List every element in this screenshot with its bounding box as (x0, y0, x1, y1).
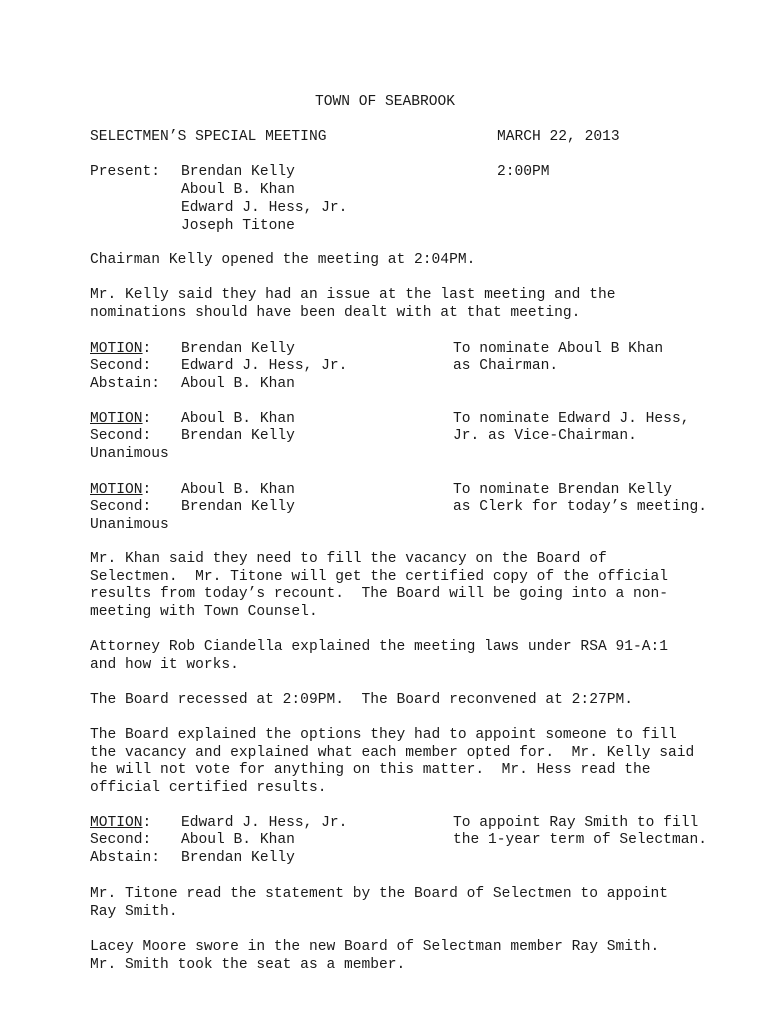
text-line: Mr. Smith took the seat as a member. (90, 956, 406, 973)
text-line: Ray Smith. (90, 903, 178, 920)
motion-by: Edward J. Hess, Jr. (181, 815, 348, 831)
motion-description: Jr. as Vice-Chairman. (453, 428, 637, 444)
text-line: Attorney Rob Ciandella explained the meeting laws under RSA 91-A:1 (90, 639, 669, 655)
text-line: The Board recessed at 2:09PM. The Board reconvened at 2:27PM. (90, 692, 633, 708)
result-label: Unanimous (90, 446, 169, 462)
paragraph-sworn-in (90, 939, 740, 974)
present-member: Aboul B. Khan (181, 182, 295, 198)
second-label: Second: (90, 358, 152, 374)
text-line: nominations should have been dealt with at that meeting. (90, 304, 581, 321)
motion-description: as Chairman. (453, 358, 559, 374)
paragraph-options (90, 727, 740, 797)
text-line: official certified results. (90, 779, 327, 796)
motion-by: Brendan Kelly (181, 341, 295, 357)
text-line: the vacancy and explained what each member opted for. Mr. Kelly said (90, 744, 695, 761)
motion-label: MOTION: (90, 815, 152, 831)
paragraph-opening (90, 252, 740, 270)
paragraph-attorney (90, 639, 740, 674)
motion-description: To nominate Brendan Kelly (453, 482, 672, 498)
result-value: Brendan Kelly (181, 850, 295, 866)
paragraph-recess (90, 692, 740, 710)
motion-description: the 1-year term of Selectman. (453, 832, 707, 848)
paragraph-vacancy (90, 551, 740, 621)
present-member: Joseph Titone (181, 218, 295, 234)
motion-label: MOTION: (90, 411, 152, 427)
meeting-date: MARCH 22, 2013 (497, 129, 620, 145)
meeting-name: SELECTMEN’S SPECIAL MEETING (90, 129, 327, 145)
motion-description: To appoint Ray Smith to fill (453, 815, 699, 831)
motion-by: Aboul B. Khan (181, 482, 295, 498)
result-value: Aboul B. Khan (181, 376, 295, 392)
text-line: results from today’s recount. The Board will be going into a non- (90, 586, 669, 603)
text-line: meeting with Town Counsel. (90, 603, 318, 620)
text-line: Lacey Moore swore in the new Board of Selectman member Ray Smith. (90, 939, 660, 955)
motion-label: MOTION: (90, 341, 152, 357)
paragraph-statement (90, 886, 740, 921)
second-by: Brendan Kelly (181, 428, 295, 444)
paragraph-nominations (90, 287, 740, 322)
present-member: Edward J. Hess, Jr. (181, 200, 348, 216)
text-line: Mr. Khan said they need to fill the vacancy on the Board of (90, 551, 607, 567)
result-label: Abstain: (90, 850, 161, 866)
second-label: Second: (90, 428, 152, 444)
result-label: Abstain: (90, 376, 161, 392)
second-label: Second: (90, 832, 152, 848)
text-line: Mr. Titone read the statement by the Board of Selectmen to appoint (90, 886, 669, 902)
second-by: Edward J. Hess, Jr. (181, 358, 348, 374)
motion-description: To nominate Aboul B Khan (453, 341, 664, 357)
text-line: Mr. Kelly said they had an issue at the last meeting and the (90, 287, 616, 303)
text-line: Chairman Kelly opened the meeting at 2:04PM. (90, 252, 476, 268)
motion-description: as Clerk for today’s meeting. (453, 499, 707, 515)
meeting-time: 2:00PM (497, 164, 550, 180)
second-label: Second: (90, 499, 152, 515)
second-by: Brendan Kelly (181, 499, 295, 515)
text-line: he will not vote for anything on this matter. Mr. Hess read the (90, 762, 651, 779)
motion-label: MOTION: (90, 482, 152, 498)
text-line: and how it works. (90, 656, 239, 673)
motion-description: To nominate Edward J. Hess, (453, 411, 690, 427)
second-by: Aboul B. Khan (181, 832, 295, 848)
text-line: The Board explained the options they had to appoint someone to fill (90, 727, 677, 743)
motion-by: Aboul B. Khan (181, 411, 295, 427)
document-title: TOWN OF SEABROOK (314, 94, 456, 110)
present-label: Present: (90, 164, 161, 180)
text-line: Selectmen. Mr. Titone will get the certified copy of the official (90, 568, 669, 585)
result-label: Unanimous (90, 517, 169, 533)
present-member: Brendan Kelly (181, 164, 295, 180)
